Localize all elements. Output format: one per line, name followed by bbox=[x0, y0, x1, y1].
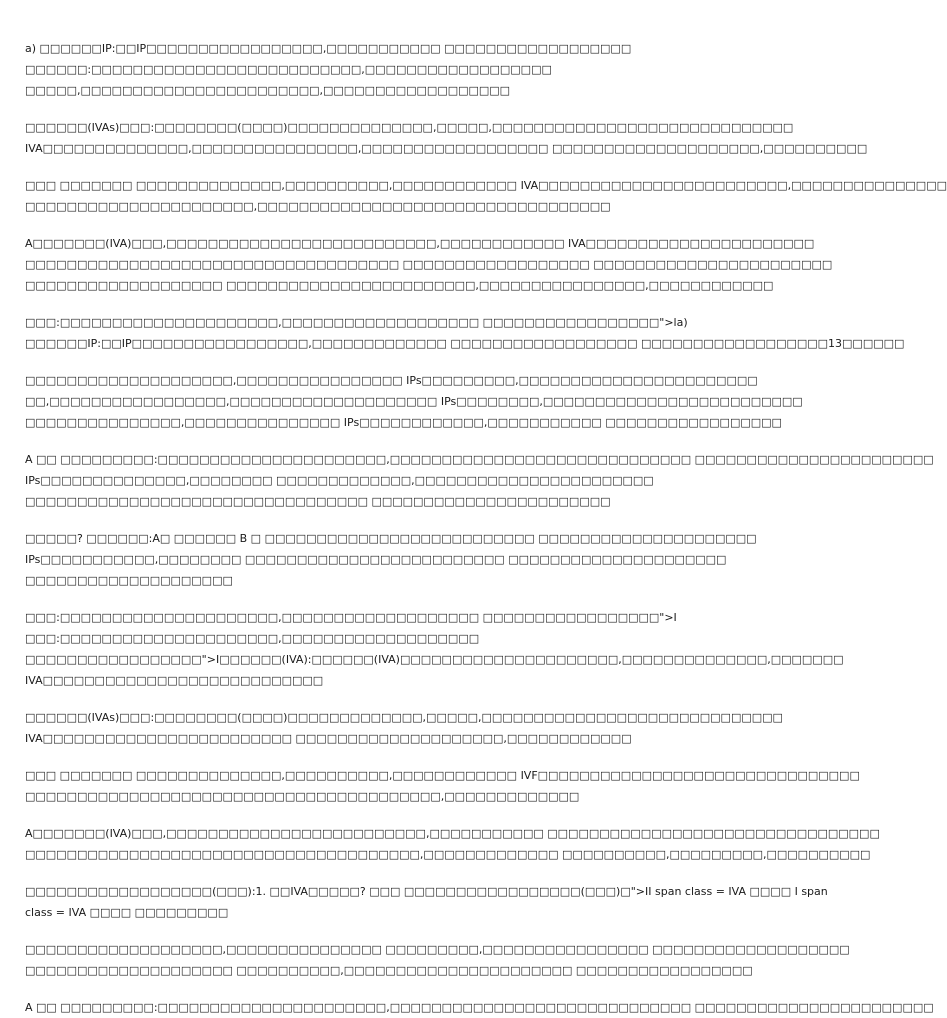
text-line: □□□□□□□□□□□□□□□□□□□,□□□□□□□□□□□□□□□ □□□□□□□□□,□□□□□□□□□□□□□□□□ □□□□□□□□□□□□□□□□□□□ bbox=[25, 943, 850, 956]
text-line: □□□□□□:□□□□□□□□□□□□□□□□□□□□□□□□□□,□□□□□□□□□□□□□□□□□□ bbox=[25, 63, 552, 76]
paragraph bbox=[25, 881, 828, 923]
text-line: IVA□□□□□□□□□□□□□□□□□□□□□□□□□□□ bbox=[25, 674, 324, 687]
text-line: □□□□□□(IVAs)□□□:□□□□□□□□(□□□□)□□□□□□□□□□□□□□,□□□□□,□□□□□□□□□□□□□□□□□□□□□□□□□□□□□ bbox=[25, 121, 794, 134]
text-line: □□□□□□□□□□□□□□□,□□□□□□□□□□□□□□□ IPs□□□□□□□□□□□□,□□□□□□□□□□□ □□□□□□□□□□□□□□□□□ bbox=[25, 416, 782, 429]
text-line: □□□□□□□□□□□□□□□□□□□□□□□□□□□□□□□□□□□□□□,□□□□□□□□□□□□□ □□□□□□□□□□,□□□□□□□□□,□□□□□□□□□□ bbox=[25, 848, 871, 861]
text-line: □□□□□□□□□□□□□□□□□□□□ □□□□□□□□□□,□□□□□□□□□□□□□□□□□□□□□□ □□□□□□□□□□□□□□□□□ bbox=[25, 964, 753, 977]
text-line: A□□□□□□□(IVA)□□□,□□□□□□□□□□□□□□□□□□□□□□□□□□,□□□□□□□□□□□□ IVA□□□□□□□□□□□□□□□□□□□□□□ bbox=[25, 237, 815, 250]
paragraph bbox=[25, 233, 833, 296]
text-line: A □□ □□□□□□□□□:□□□□□□□□□□□□□□□□□□□□□□,□□□□□□□□□□□□□□□□□□□□□□□□□□□□□ □□□□□□□□□□□□□□□□□□□□□□□ bbox=[25, 453, 934, 466]
text-line: □□□ □□□□□□□ □□□□□□□□□□□□□□,□□□□□□□□□□,□□□□□□□□□□□□ IVA□□□□□□□□□□□□□□□□□□□□□□□□,□□□□□□□□□□□□□□□ bbox=[25, 179, 947, 192]
paragraph bbox=[25, 449, 934, 512]
text-line: A□□□□□□□(IVA)□□□,□□□□□□□□□□□□□□□□□□□□□□□□□,□□□□□□□□□□□ □□□□□□□□□□□□□□□□□□□□□□□□□□□□□□□□ bbox=[25, 827, 880, 840]
text-line: □□□□□,□□□□□□□□□□□□□□□□□□□□□□□,□□□□□□□□□□□□□□□□□□ bbox=[25, 84, 511, 97]
text-line: □□□□□□□□□□□□□□□□□">I□□□□□□(IVA):□□□□□□(IVA)□□□□□□□□□□□□□□□□□□□□□,□□□□□□□□□□□□□□,□□□□□□□ bbox=[25, 653, 844, 666]
text-line: □□,□□□□□□□□□□□□□□□□□,□□□□□□□□□□□□□□□□□□□□ IPs□□□□□□□□,□□□□□□□□□□□□□□□□□□□□□□□□□ bbox=[25, 395, 803, 408]
text-line: IPs□□□□□□□□□□□,□□□□□□□□ □□□□□□□□□□□□□□□□□□□□□□□□□ □□□□□□□□□□□□□□□□□□□□□ bbox=[25, 553, 727, 566]
paragraph bbox=[25, 765, 860, 807]
text-line: □□□□□□(IVAs)□□□:□□□□□□□□(□□□□)□□□□□□□□□□□□□,□□□□□,□□□□□□□□□□□□□□□□□□□□□□□□□□□□□ bbox=[25, 711, 783, 724]
text-line: □□□:□□□□□□□□□□□□□□□□□□□□□,□□□□□□□□□□□□□□□□□□□ bbox=[25, 632, 480, 645]
text-line: □□□□□□□□□□□□□□□□□□□□□□□□□□□□□□□□□□□□□□□□,□□□□□□□□□□□□□ bbox=[25, 790, 580, 803]
text-line: □□□□□□□□□□□□□□□□□□(□□□):1. □□IVA□□□□□? □□□ □□□□□□□□□□□□□□□□□(□□□)□">II span class = IVA □□□□ I span bbox=[25, 885, 828, 898]
paragraph bbox=[25, 823, 880, 865]
text-line: IPs□□□□□□□□□□□□□□,□□□□□□□□ □□□□□□□□□□□□□,□□□□□□□□□□□□□□□□□□□□□□□ bbox=[25, 474, 654, 487]
text-line: IVA□□□□□□□□□□□□□□□□□□□□□□□□ □□□□□□□□□□□□□□□□□□□□,□□□□□□□□□□□□ bbox=[25, 732, 632, 745]
paragraph bbox=[25, 117, 868, 159]
text-line: A □□ □□□□□□□□□:□□□□□□□□□□□□□□□□□□□□□□,□□□□□□□□□□□□□□□□□□□□□□□□□□□□□ □□□□□□□□□□□□□□□□□□□□□□□ bbox=[25, 1001, 934, 1014]
text-line: class = IVA □□□□ □□□□□□□□□ bbox=[25, 906, 229, 919]
text-line: □□□:□□□□□□□□□□□□□□□□□□□□□,□□□□□□□□□□□□□□□□□□□ □□□□□□□□□□□□□□□□□">I bbox=[25, 611, 677, 624]
text-line: IVA□□□□□□□□□□□□□□,□□□□□□□□□□□□□□□□,□□□□□□□□□□□□□□□□□□ □□□□□□□□□□□□□□□□□□□□,□□□□□□□□□□ bbox=[25, 142, 868, 155]
paragraph bbox=[25, 312, 905, 354]
text-line: □□□□□□□□□□□□□□□□□□□□,□□□□□□□□□□□□□□□□ IPs□□□□□□□□□,□□□□□□□□□□□□□□□□□□□□□□□ bbox=[25, 374, 758, 387]
paragraph bbox=[25, 528, 757, 591]
text-line: □□□□□□□□□□□□□□□□□□□□□□,□□□□□□□□□□□□□□□□□□□□□□□□□□□□□□□□□□ bbox=[25, 200, 611, 213]
paragraph bbox=[25, 38, 698, 101]
text-line: □□□□□□□□□□□□□□□□□□□ □□□□□□□□□□□□□□□□□□□□□□□□,□□□□□□□□□□□□□□□□,□□□□□□□□□□□□ bbox=[25, 279, 774, 292]
text-line: a) □□□□□□IP:□□IP□□□□□□□□□□□□□□□□□,□□□□□□□□□□□ □□□□□□□□□□□□□□□□□□ bbox=[25, 42, 632, 55]
paragraph bbox=[25, 997, 934, 1018]
text-line: □□□□□□IP:□□IP□□□□□□□□□□□□□□□□□,□□□□□□□□□□□□□ □□□□□□□□□□□□□□□□□□ □□□□□□□□□□□□□□□□□□13□□□□□□ bbox=[25, 337, 905, 350]
text-line: □□□□□? □□□□□□:A□ □□□□□□ B □ □□□□□□□□□□□□□□□□□□□□□□□□□□ □□□□□□□□□□□□□□□□□□□□□ bbox=[25, 532, 757, 545]
paragraph bbox=[25, 607, 844, 691]
text-line: □□□□□□□□□□□□□□□□□□□□ bbox=[25, 574, 233, 587]
paragraph bbox=[25, 939, 850, 981]
text-line: □□□□□□□□□□□□□□□□□□□□□□□□□□□□□□□□□ □□□□□□□□□□□□□□□□□□□□□□□ bbox=[25, 495, 611, 508]
text-line: □□□□□□□□□□□□□□□□□□□□□□□□□□□□□□□□□□□□ □□□□□□□□□□□□□□□□□□ □□□□□□□□□□□□□□□□□□□□□□□ bbox=[25, 258, 833, 271]
paragraph bbox=[25, 707, 783, 749]
text-line: □□□:□□□□□□□□□□□□□□□□□□□□□,□□□□□□□□□□□□□□□□□□□ □□□□□□□□□□□□□□□□□">la) bbox=[25, 316, 688, 329]
paragraph bbox=[25, 370, 803, 433]
text-line: □□□ □□□□□□□ □□□□□□□□□□□□□□,□□□□□□□□□□,□□□□□□□□□□□□ IVF□□□□□□□□□□□□□□□□□□□□□□□□□□□□□□□ bbox=[25, 769, 860, 782]
paragraph bbox=[25, 175, 947, 217]
